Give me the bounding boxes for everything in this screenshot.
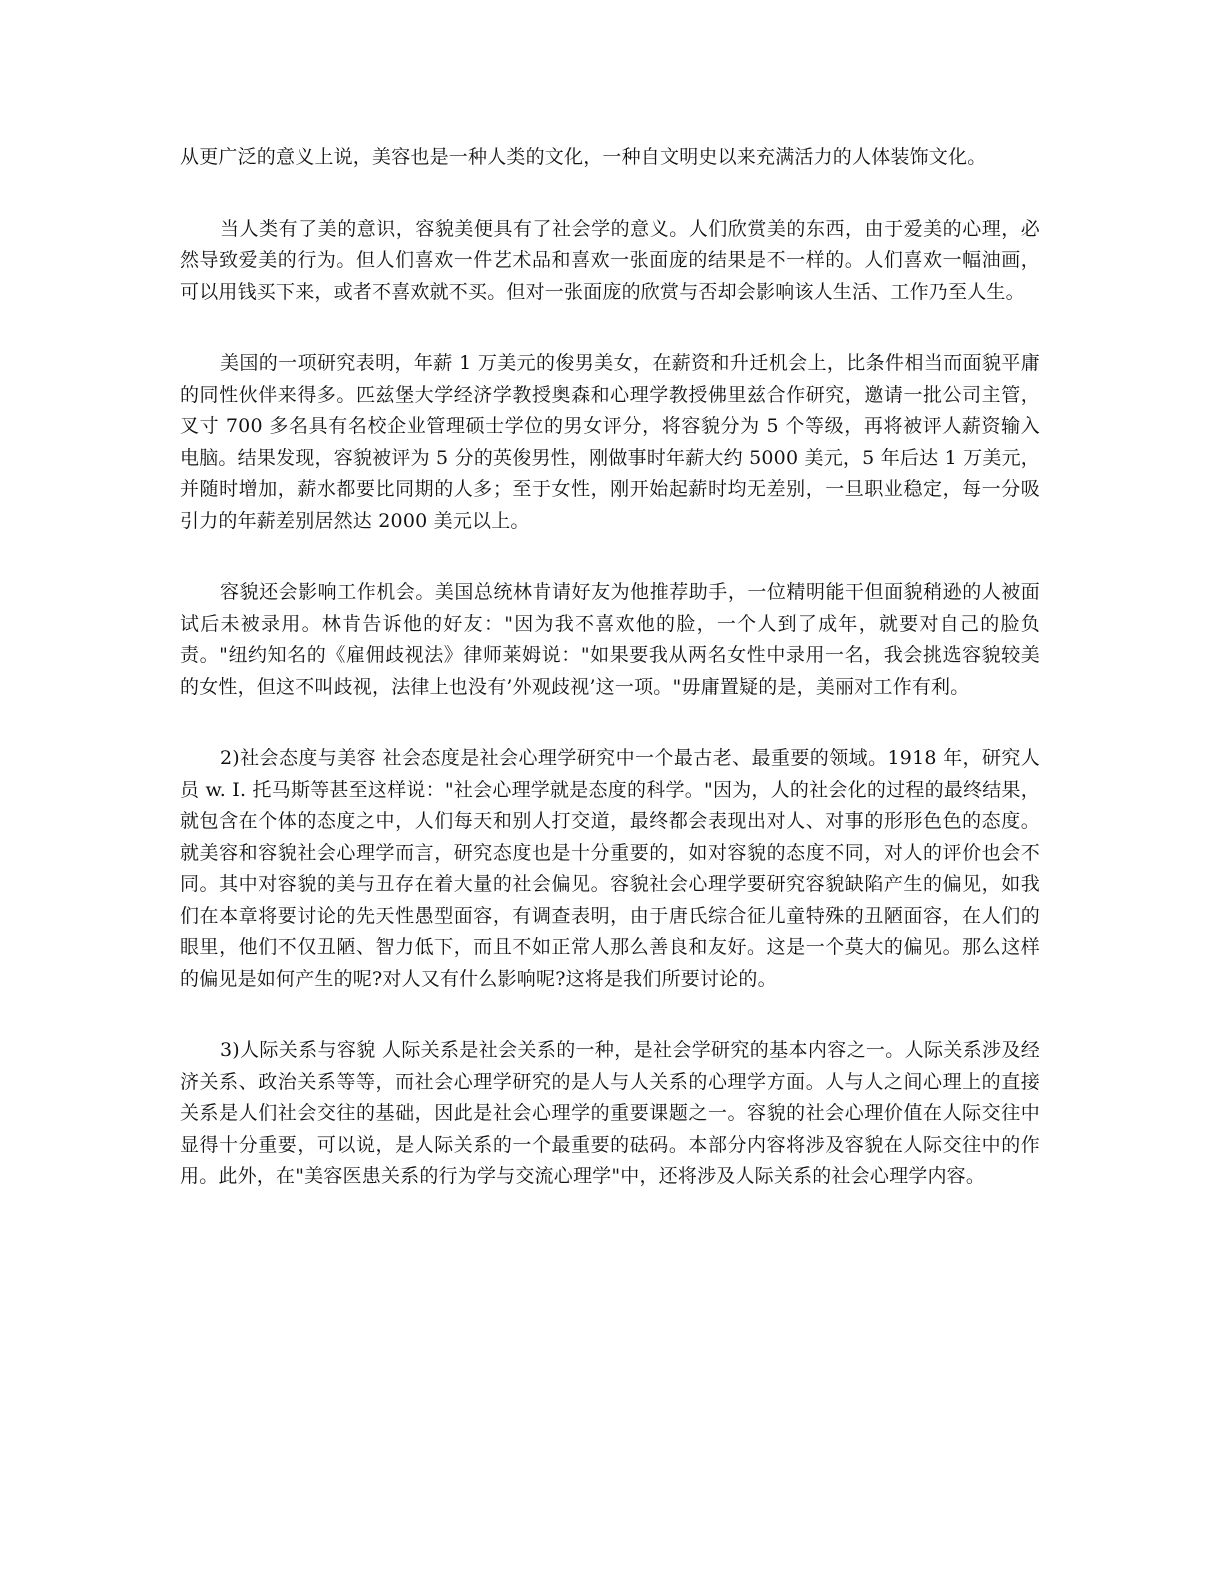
- document-page: [180, 142, 1040, 1233]
- paragraph-salary-study: 美国的一项研究表明，年薪 1 万美元的俊男美女，在薪资和升迁机会上，比条件相当而面貌平庸的同性伙伴来得多。匹兹堡大学经济学教授奥森和心理学教授佛里兹合作研究，邀请一批公司主管，叉寸 700 多名具有名校企业管理硕士学位的男女评分，将容貌分为 5 个等级，再将被评人薪资输入电脑。结果发现，容貌被评为 5 分的英俊男性，刚做事时年薪大约 5000 美元，5 年后达 1 万美元，并随时增加，薪水都要比同期的人多；至于女性，刚开始起薪时均无差别，一旦职业稳定，每一分吸引力的年薪差别居然达 2000 美元以上。: [180, 352, 1040, 532]
- paragraph-intro: 从更广泛的意义上说，美容也是一种人类的文化，一种自文明史以来充满活力的人体装饰文化。: [180, 146, 987, 168]
- paragraph-job-opportunity: 容貌还会影响工作机会。美国总统林肯请好友为他推荐助手，一位精明能干但面貌稍逊的人被面试后未被录用。林肯告诉他的好友："因为我不喜欢他的脸，一个人到了成年，就要对自己的脸负责。"纽约知名的《雇佣歧视法》律师莱姆说："如果要我从两名女性中录用一名，我会挑选容貌较美的女性，但这不叫歧视，法律上也没有’外观歧视’这一项。"毋庸置疑的是，美丽对工作有利。: [180, 581, 1040, 698]
- paragraph-interpersonal-relations: 3)人际关系与容貌 人际关系是社会关系的一种，是社会学研究的基本内容之一。人际关系涉及经济关系、政治关系等等，而社会心理学研究的是人与人关系的心理学方面。人与人之间心理上的直接关系是人们社会交往的基础，因此是社会心理学的重要课题之一。容貌的社会心理价值在人际交往中显得十分重要，可以说，是人际关系的一个最重要的砝码。本部分内容将涉及容貌在人际交往中的作用。此外，在"美容医患关系的行为学与交流心理学"中，还将涉及人际关系的社会心理学内容。: [180, 1039, 1040, 1187]
- paragraph-beauty-sociology: 当人类有了美的意识，容貌美便具有了社会学的意义。人们欣赏美的东西，由于爱美的心理，必然导致爱美的行为。但人们喜欢一件艺术品和喜欢一张面庞的结果是不一样的。人们喜欢一幅油画，可以用钱买下来，或者不喜欢就不买。但对一张面庞的欣赏与否却会影响该人生活、工作乃至人生。: [180, 217, 1040, 303]
- paragraph-social-attitude: 2)社会态度与美容 社会态度是社会心理学研究中一个最古老、最重要的领域。1918 年，研究人员 w. I. 托马斯等甚至这样说："社会心理学就是态度的科学。"因为，人的社会化的过程的最终结果，就包含在个体的态度之中，人们每天和别人打交道，最终都会表现出对人、对事的形形色色的态度。就美容和容貌社会心理学而言，研究态度也是十分重要的，如对容貌的态度不同，对人的评价也会不同。其中对容貌的美与丑存在着大量的社会偏见。容貌社会心理学要研究容貌缺陷产生的偏见，如我们在本章将要讨论的先天性愚型面容，有调查表明，由于唐氏综合征儿童特殊的丑陋面容，在人们的眼里，他们不仅丑陋、智力低下，而且不如正常人那么善良和友好。这是一个莫大的偏见。那么这样的偏见是如何产生的呢?对人又有什么影响呢?这将是我们所要讨论的。: [180, 747, 1040, 990]
